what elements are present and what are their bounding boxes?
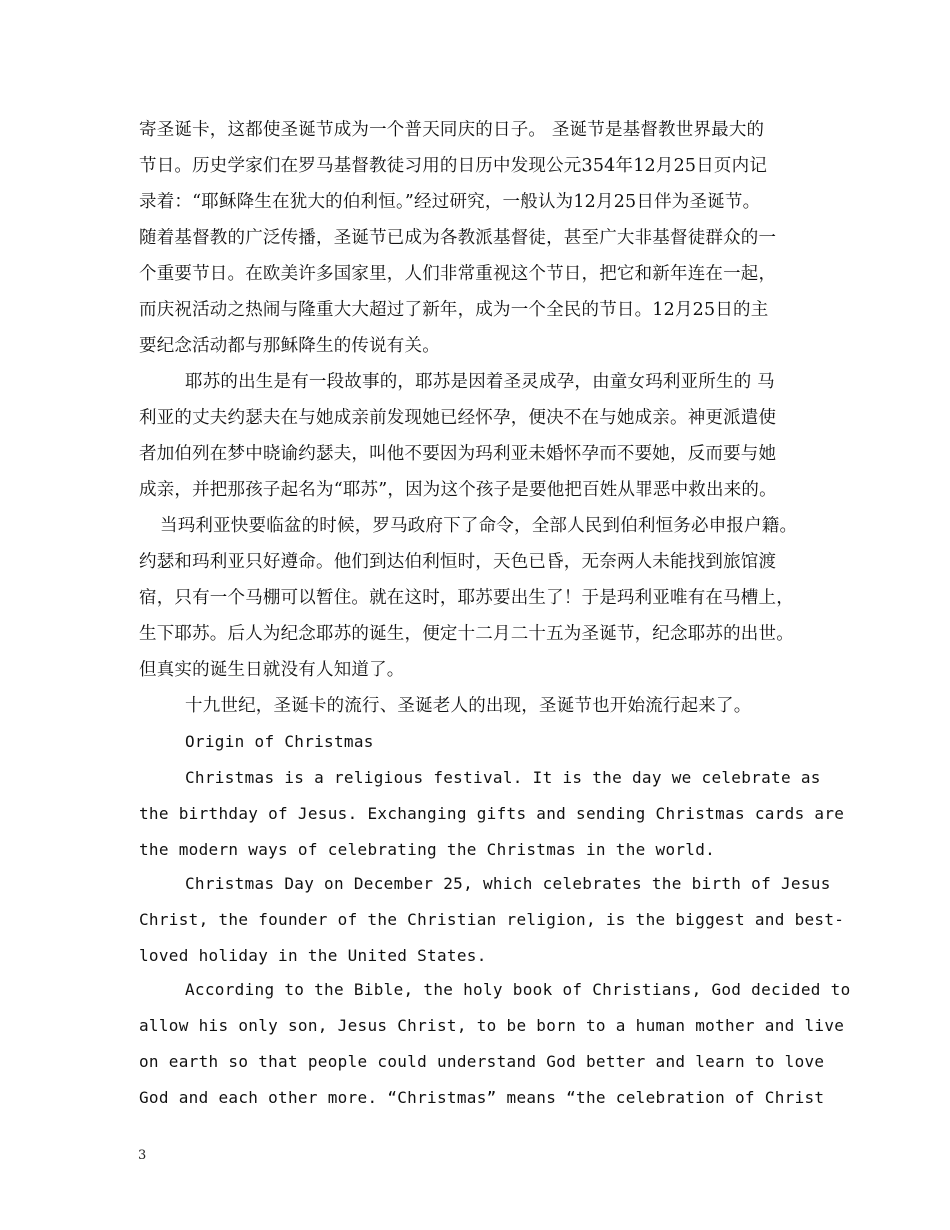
text-line: 成亲，并把那孩子起名为“耶苏”，因为这个孩子是要他把百姓从罪恶中救出来的。 — [139, 480, 777, 500]
section-heading: Origin of Christmas — [185, 732, 374, 751]
text-line: 随着基督教的广泛传播，圣诞节已成为各教派基督徒，甚至广大非基督徒群众的一 — [139, 228, 777, 248]
text-line: the modern ways of celebrating the Christmas in the world. — [139, 840, 716, 859]
text-line: 宿，只有一个马棚可以暂住。就在这时，耶苏要出生了！于是玛利亚唯有在马槽上， — [139, 588, 794, 608]
text-line: 要纪念活动都与那稣降生的传说有关。 — [139, 336, 440, 356]
text-line: 而庆祝活动之热闹与隆重大大超过了新年，成为一个全民的节日。12月25日的主 — [139, 300, 769, 320]
page-number: 3 — [138, 1148, 147, 1163]
text-line: allow his only son, Jesus Christ, to be born to a human mother and live — [139, 1016, 845, 1035]
text-line: 但真实的诞生日就没有人知道了。 — [139, 660, 405, 680]
text-line: Christmas Day on December 25, which celebrates the birth of Jesus — [185, 874, 831, 893]
text-line: 生下耶苏。后人为纪念耶苏的诞生，便定十二月二十五为圣诞节，纪念耶苏的出世。 — [139, 624, 794, 644]
text-line: 利亚的丈夫约瑟夫在与她成亲前发现她已经怀孕，便决不在与她成亲。神更派遣使 — [139, 408, 777, 428]
text-line: God and each other more. “Christmas” means “the celebration of Christ — [139, 1088, 825, 1107]
text-line: 者加伯列在梦中晓谕约瑟夫，叫他不要因为玛利亚未婚怀孕而不要她，反而要与她 — [139, 444, 777, 464]
text-line: on earth so that people could understand God better and learn to love — [139, 1052, 825, 1071]
text-line: Christmas is a religious festival. It is the day we celebrate as — [185, 768, 821, 787]
text-line: 寄圣诞卡，这都使圣诞节成为一个普天同庆的日子。 圣诞节是基督教世界最大的 — [139, 120, 765, 140]
text-line: According to the Bible, the holy book of Christians, God decided to — [185, 980, 851, 999]
text-line: 录着：“耶稣降生在犹大的伯利恒。”经过研究，一般认为12月25日伴为圣诞节。 — [139, 192, 761, 212]
text-line: the birthday of Jesus. Exchanging gifts and sending Christmas cards are — [139, 804, 845, 823]
text-line: Christ, the founder of the Christian religion, is the biggest and best- — [139, 910, 845, 929]
text-line: 十九世纪，圣诞卡的流行、圣诞老人的出现，圣诞节也开始流行起来了。 — [185, 696, 752, 716]
text-line: 当玛利亚快要临盆的时候，罗马政府下了命令，全部人民到伯利恒务必申报户籍。 — [160, 516, 798, 536]
text-line: loved holiday in the United States. — [139, 946, 487, 965]
text-line: 个重要节日。在欧美许多国家里，人们非常重视这个节日，把它和新年连在一起， — [139, 264, 777, 284]
text-line: 耶苏的出生是有一段故事的，耶苏是因着圣灵成孕，由童女玛利亚所生的 马 — [185, 372, 775, 392]
text-line: 节日。历史学家们在罗马基督教徒习用的日历中发现公元354年12月25日页内记 — [139, 156, 768, 176]
text-line: 约瑟和玛利亚只好遵命。他们到达伯利恒时，天色已昏，无奈两人未能找到旅馆渡 — [139, 552, 777, 572]
